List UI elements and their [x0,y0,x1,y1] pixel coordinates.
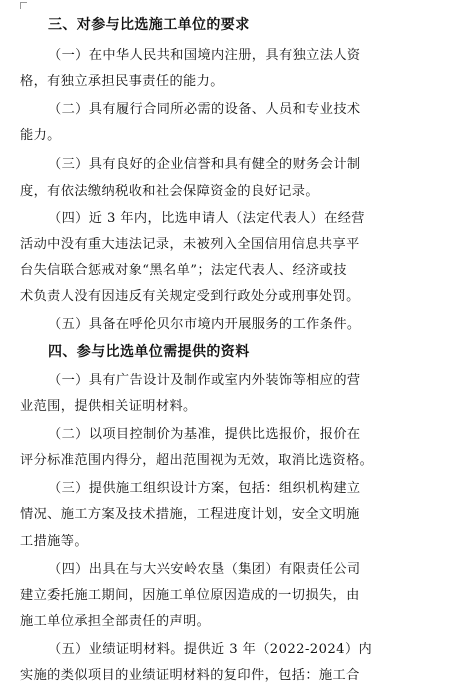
paragraph-line: 格，有独立承担民事责任的能力。 [20,74,224,89]
paragraph-line: （二）以项目控制价为基准，提供比选报价，报价在 [48,427,361,442]
paragraph-line: 评分标准范围内得分，超出范围视为无效，取消比选资格。 [20,453,374,468]
paragraph-line: 建立委托施工期间，因施工单位原因造成的一切损失，由 [20,588,360,603]
paragraph-line: （五）业绩证明材料。提供近 3 年（2022-2024）内 [48,642,373,657]
paragraph-line: （三）提供施工组织设计方案，包括：组织机构建立 [48,481,361,496]
paragraph-line: 情况、施工方案及技术措施，工程进度计划，安全文明施 [20,507,360,522]
paragraph-line: （一）具有广告设计及制作或室内外装饰等相应的营 [48,373,361,388]
paragraph-line: （二）具有履行合同所必需的设备、人员和专业技术 [48,102,361,117]
paragraph-line: 业范围，提供相关证明材料。 [20,399,197,414]
paragraph-line: 工措施等。 [20,534,88,549]
paragraph-line: 度，有依法缴纳税收和社会保障资金的良好记录。 [20,184,319,199]
paragraph-line: （五）具备在呼伦贝尔市境内开展服务的工作条件。 [48,317,361,332]
paragraph-line: （四）出具在与大兴安岭农垦（集团）有限责任公司 [48,562,361,577]
paragraph-line: 施工单位承担全部责任的声明。 [20,614,211,629]
paragraph-line: 实施的类似项目的业绩证明材料的复印件，包括：施工合 [20,668,360,683]
paragraph-line: 能力。 [20,128,61,143]
section-heading-materials: 四、参与比选单位需提供的资料 [48,344,250,360]
paragraph-line: （四）近 3 年内，比选申请人（法定代表人）在经营 [48,211,365,226]
paragraph-line: 台失信联合惩戒对象“黑名单”；法定代表人、经济或技 [20,263,347,278]
paragraph-line: 术负责人没有因违反有关规定受到行政处分或刑事处罚。 [20,289,360,304]
paragraph-line: （一）在中华人民共和国境内注册，具有独立法人资 [48,48,361,63]
paragraph-line: 活动中没有重大违法记录，未被列入全国信用信息共享平 [20,237,360,252]
section-heading-requirements: 三、对参与比选施工单位的要求 [48,17,250,33]
margin-corner-mark [20,2,27,9]
paragraph-line: （三）具有良好的企业信誉和具有健全的财务会计制 [48,157,361,172]
